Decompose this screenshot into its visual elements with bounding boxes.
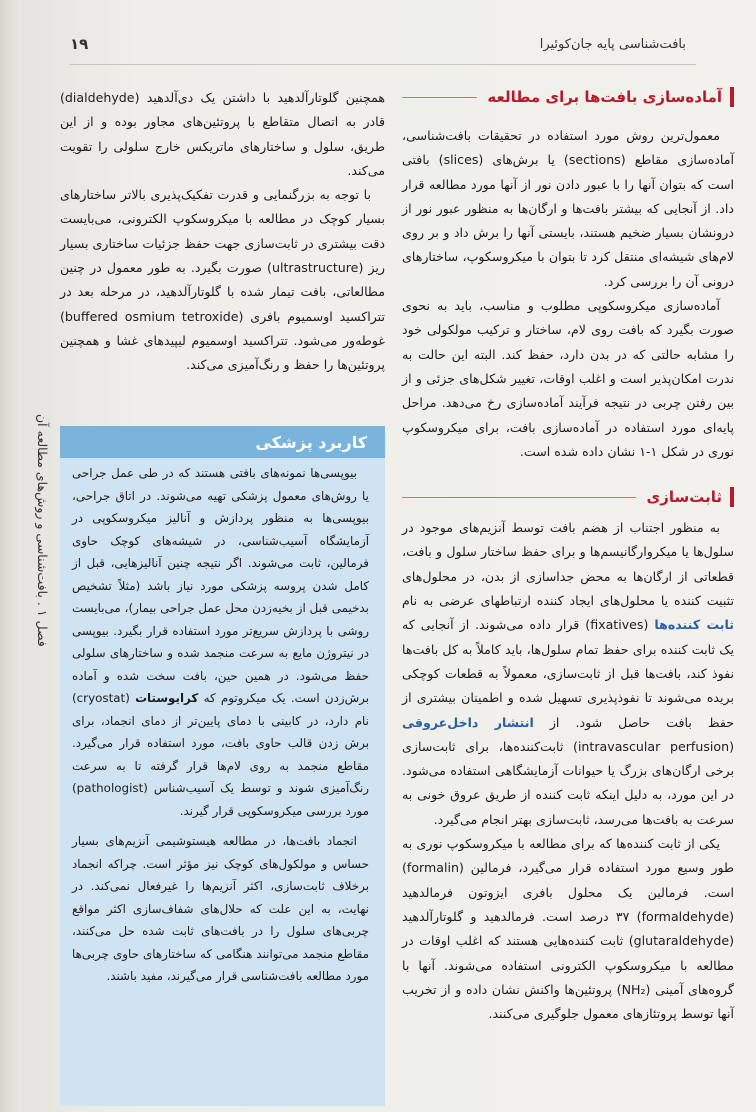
keyword-fixatives: ثابت کننده‌ها <box>654 617 734 633</box>
section-heading-fixation <box>402 484 734 510</box>
fixation-text-c: (intravascular perfusion) ثابت‌کننده‌ها، برای ثابت‌سازی برخی ارگان‌های بزرگ یا حیوانات آزمایشگاهی استفاده می‌شود. در این مورد، به دلیل اینکه ثابت کننده از طریق عروق خونی به سرعت به بافت‌ها می‌رسد، ثابت‌سازی بهتر انجام می‌گیرد. <box>402 738 734 827</box>
fixation-text-a: به منظور اجتناب از هضم بافت توسط آنزیم‌های موجود در سلول‌ها یا میکروارگانیسم‌ها و برای حفظ ساختار سلول و بافت، قطعاتی از ارگان‌ها به محض جداسازی از بدن، در محلول‌های تثبیت کننده یا محلول‌های ایجاد کننده ارتباطهای عرضی به نام <box>402 520 734 609</box>
left-paragraph-1: همچنین گلوتارآلدهید با داشتن یک دی‌آلدهید (dialdehyde) قادر به اتصال متقاطع با پروتئین‌های مجاور بوده و از این طریق، سلول و ساختارهای ماتریکس خارج سلولی را تقویت می‌کند. <box>60 90 385 178</box>
left-column <box>60 86 385 378</box>
right-column <box>402 84 734 1026</box>
prep-title: آماده‌سازی بافت‌ها برای مطالعه <box>487 88 722 106</box>
box-body <box>60 458 385 988</box>
page-spine-shadow <box>0 0 22 1112</box>
prep-paragraph-1: معمول‌ترین روش مورد استفاده در تحقیقات بافت‌شناسی، آماده‌سازی مقاطع (sections) یا برش‌های (slices) بافتی است که بتوان آنها را با عبور دادن نور از آنها مورد مطالعه قرار داد. از آنجایی که بیشتر بافت‌ها و ارگان‌ها به منظور عبور نور از درونشان بسیار ضخیم هستند، بایستی آنها را برش داد و بر روی لام‌های شیشه‌ای منتقل کرد تا بتوان با میکروسکوپ، ساختارهای درونی آن را بررسی کرد. <box>402 128 735 289</box>
medical-application-box <box>60 426 385 1106</box>
keyword-cryostat: کرایوستات <box>135 691 199 705</box>
fixation-title: ثابت‌سازی <box>646 488 722 507</box>
keyword-perfusion: انتشار داخل‌عروقی <box>402 714 534 730</box>
running-title: بافت‌شناسی پایه جان‌کوئیرا <box>539 36 686 52</box>
box-text-b: (cryostat) نام دارد، در کابینی با دمای پایین‌تر از دمای انجماد، برای برش زدن قالب حاوی بافت، مورد استفاده قرار می‌گیرد. مقاطع منجمد به روی لام‌ها قرار گرفته تا به سرعت رنگ‌آمیزی شوند و توسط یک آسیب‌شناس (pathologist) مورد بررسی میکروسکوپی قرار گیرند. <box>72 691 369 818</box>
heading-rule <box>402 97 477 98</box>
chapter-side-label: فصل ۱ . بافت‌شناسی و روش‌های مطالعه آن <box>35 413 50 647</box>
box-title: کاربرد پزشکی <box>255 432 367 452</box>
box-paragraph-1 <box>72 462 369 822</box>
left-paragraph-2: با توجه به بزرگنمایی و قدرت تفکیک‌پذیری بالاتر ساختارهای بسیار کوچک در مطالعه با میکروسکوپ الکترونی، می‌بایست دقت بیشتری در ثابت‌سازی جهت حفظ جزئیات ساختاری بسیار ریز (ultrastructure) صورت بگیرد. به طور معمول در چنین مطالعاتی، بافت تیمار شده با گلوتارآلدهید، در مرحله بعد در تتراکسید اوسمیوم بافری (buffered osmium tetroxide) غوطه‌ور می‌شود. تتراکسید اوسمیوم لیپیدهای غشا و همچنین پروتئین‌ها را حفظ و رنگ‌آمیزی می‌کند. <box>60 187 386 373</box>
prep-paragraph-2: آماده‌سازی میکروسکوپی مطلوب و مناسب، باید به نحوی صورت بگیرد که بافت روی لام، ساختار و ترکیب مولکولی خود را مشابه حالتی که در بدن دارد، حفظ کند. البته این حالت به ندرت امکان‌پذیر است و اغلب اوقات، تغییر شکل‌های جزئی و از بین رفتن چربی در نتیجه فرآیند آماده‌سازی رخ می‌دهد. مراحل پایه‌ای مورد استفاده در آماده‌سازی بافت، برای میکروسکوپ نوری در شکل ۱-۱ نشان داده شده است. <box>402 298 734 459</box>
heading-rule <box>402 497 636 498</box>
box-paragraph-2: انجماد بافت‌ها، در مطالعه هیستوشیمی آنزیم‌های بسیار حساس و مولکول‌های کوچک نیز مؤثر است. چراکه انجماد برخلاف ثابت‌سازی، اکثر آنزیم‌ها را غیرفعال نمی‌کند. در نهایت، به این علت که حلال‌های شفاف‌سازی اکثر مواقع چربی‌های سلول را در بافت‌های ثابت شده حل می‌کنند، مقاطع منجمد می‌توانند هنگامی که ساختارهای حاوی چربی‌ها مورد مطالعه بافت‌شناسی قرار می‌گیرند، مفید باشند. <box>72 834 369 983</box>
fixation-paragraph-2: یکی از ثابت کننده‌ها که برای مطالعه با میکروسکوپ نوری به طور وسیع مورد استفاده قرار می‌گیرد، فرمالین (formalin) است. فرمالین یک محلول بافری ایزوتون فرمالدهید (formaldehyde) ۳۷ درصد است. فرمالدهید و گلوتارآلدهید (glutaraldehyde) ثابت کننده‌هایی هستند که اغلب اوقات در مطالعه با میکروسکوپ الکترونی استفاده می‌شوند. آنها با گروه‌های آمینی (NH₂) پروتئین‌ها واکنش نشان داده و از تخریب آنها توسط پروتئازهای معمول جلوگیری می‌کنند. <box>402 836 734 1022</box>
fixation-text-b: (fixatives) قرار داده می‌شوند. از آنجایی که یک ثابت کننده برای حفظ تمام سلول‌ها، باید کاملاً به کل بافت‌ها نفوذ کند، بافت‌ها قبل از ثابت‌سازی، معمولاً به قطعات کوچکی بریده می‌شوند تا نفوذپذیری تسهیل شده و اطمینان بیشتری از حفظ بافت حاصل شود. از <box>402 617 734 730</box>
header-rule <box>70 64 696 65</box>
box-text-a: بیوپسی‌ها نمونه‌های بافتی هستند که در طی عمل جراحی یا روش‌های معمول پزشکی تهیه می‌شوند. در اتاق جراحی، بیوپسی‌ها به منظور پردازش و آنالیز میکروسکوپی در آزمایشگاه آسیب‌شناسی، در شیشه‌های کوچک حاوی فرمالین، ثابت می‌شوند. اگر نتیجه چنین آنالیزهایی، قبل از کامل شدن پروسه پزشکی مورد نیاز باشد (مثلاً تشخیص بدخیمی قبل از بخیه‌زدن محل عمل جراحی بیمار)، می‌بایست روشی با پردازش سریع‌تر مورد استفاده قرار بگیرد. بیوپسی در نیتروژن مایع به سرعت منجمد شده و ساختارهای سلولی حفظ می‌شود. در همین حین، بافت سخت شده و آماده برش‌زدن است. یک میکروتوم که <box>72 466 370 705</box>
page-number: ۱۹ <box>70 35 89 53</box>
box-header <box>60 426 385 458</box>
heading-bar-marker <box>730 487 734 507</box>
section-heading-prep <box>402 84 734 110</box>
fixation-paragraph-1 <box>402 516 734 832</box>
page-header <box>70 30 686 58</box>
heading-bar-marker <box>730 87 734 107</box>
